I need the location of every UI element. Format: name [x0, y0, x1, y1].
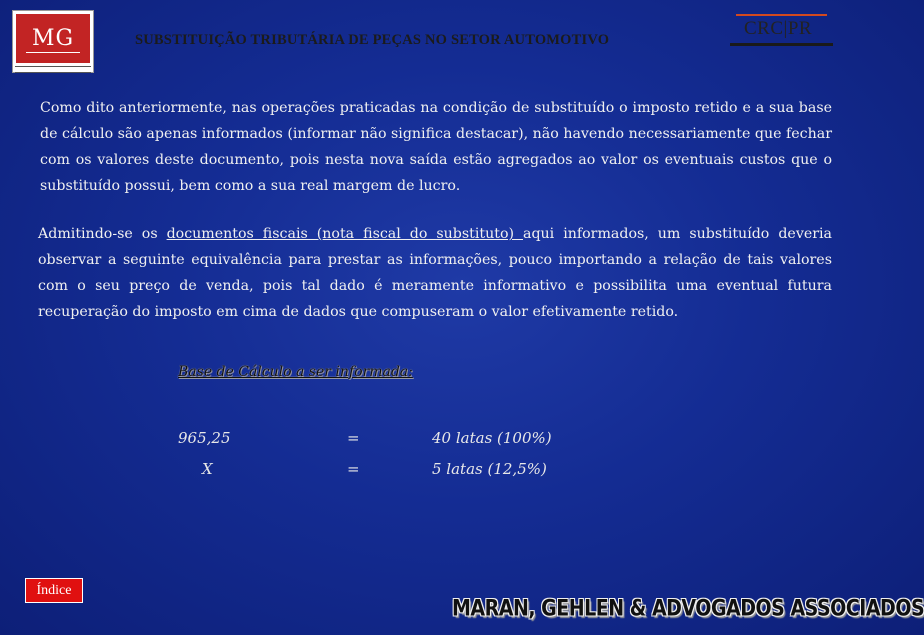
paragraph-equivalence: [38, 221, 832, 325]
crc-pr-logo: [728, 10, 835, 54]
crc-logo-tagline-bar: [730, 43, 833, 46]
section-heading: Base de Cálculo a ser informada:: [178, 364, 413, 380]
fiscal-documents-link[interactable]: documentos fiscais (nota fiscal do substituto): [166, 226, 523, 242]
page-title: SUBSTITUIÇÃO TRIBUTÁRIA DE PEÇAS NO SETOR AUTOMOTIVO: [135, 32, 610, 48]
row1-quantity: 40 latas (100%): [432, 429, 552, 447]
index-button[interactable]: Índice: [25, 578, 83, 603]
row2-equals: =: [347, 460, 360, 478]
mg-logo: [12, 10, 94, 73]
mg-logo-mark: MG: [16, 14, 90, 63]
paragraph-text-end: aqui informados, um substituído deveria observar a seguinte equivalência para prestar as informações, pouco importando a relação de tais valores com o seu preço de venda, pois tal dado é meramente informativo e possibilita uma eventual futura recuperação do imposto em cima de dados que compuseram o valor efetivamente retido.: [38, 226, 833, 320]
row2-value: X: [202, 460, 213, 478]
crc-logo-top-line: [736, 14, 827, 16]
paragraph-intro: Como dito anteriormente, nas operações praticadas na condição de substituído o imposto retido e a sua base de cálculo são apenas informados (informar não significa destacar), não havendo necessariamente que fechar com os valores deste documento, pois nesta nova saída estão agregados ao valor os eventuais custos que o substituído possui, bem como a sua real margem de lucro.: [40, 100, 832, 194]
paragraph-text-start: Admitindo-se os: [38, 226, 167, 242]
row1-value: 965,25: [178, 429, 231, 447]
crc-logo-text: CRC|PR: [744, 18, 813, 39]
row2-quantity: 5 latas (12,5%): [432, 460, 547, 478]
mg-logo-subtitle-bar: [15, 66, 91, 73]
row1-equals: =: [347, 429, 360, 447]
company-footer: MARAN, GEHLEN & ADVOGADOS ASSOCIADOS: [452, 596, 924, 622]
